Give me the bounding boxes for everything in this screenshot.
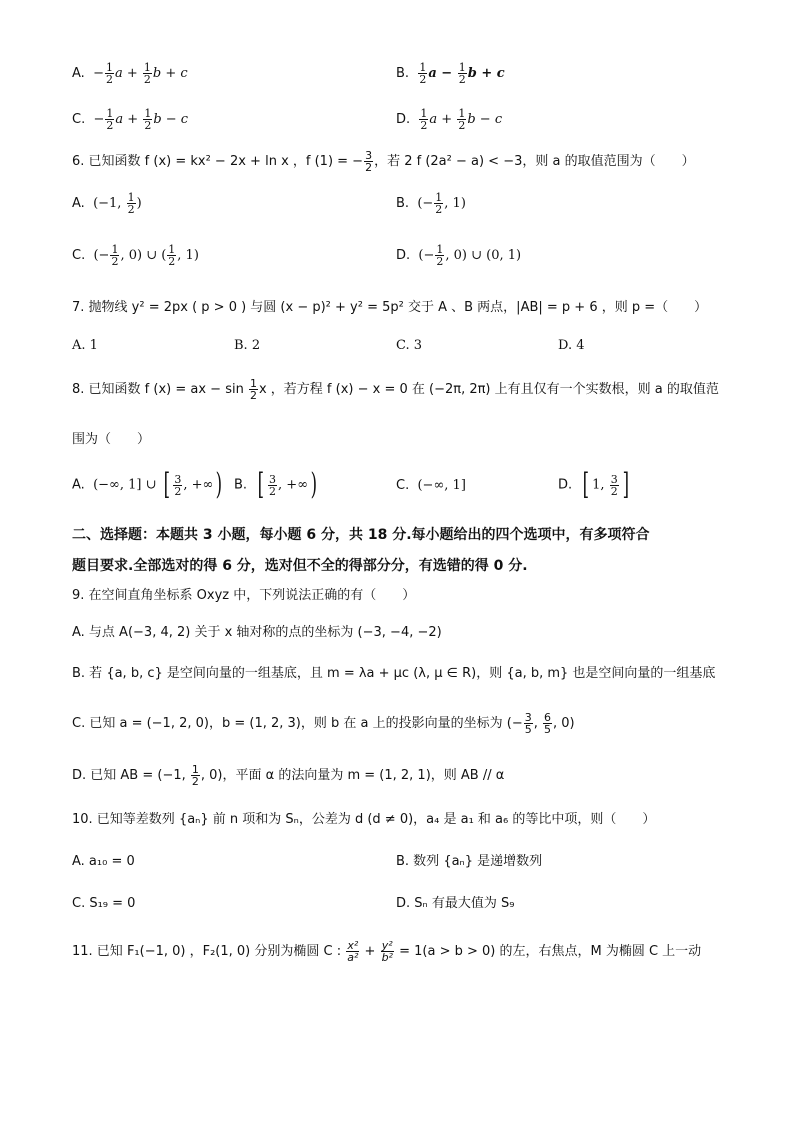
text: − bbox=[93, 112, 105, 127]
text: b + c bbox=[467, 66, 505, 81]
q5-option-b bbox=[396, 62, 505, 85]
right-paren: ) bbox=[310, 467, 318, 502]
numerator: 1 bbox=[143, 61, 151, 74]
fraction bbox=[524, 712, 533, 735]
q7-option-b: B. 2 bbox=[234, 338, 261, 353]
fraction bbox=[191, 764, 200, 787]
denominator: 2 bbox=[610, 484, 618, 498]
text: b − c bbox=[153, 112, 189, 127]
numerator: 1 bbox=[436, 243, 444, 256]
denominator: 2 bbox=[105, 73, 113, 86]
denominator: 2 bbox=[174, 484, 182, 498]
numerator: 1 bbox=[111, 243, 119, 256]
q10-option-a: A. a₁₀ = 0 bbox=[72, 854, 135, 869]
option-label: C. bbox=[72, 248, 86, 263]
q8-stem-cont: 围为（ ） bbox=[72, 432, 151, 447]
text: , 0)，平面 α 的法向量为 m = (1, 2, 1)，则 AB // α bbox=[200, 768, 505, 783]
option-label: D. bbox=[396, 112, 411, 127]
q7-option-a: A. 1 bbox=[72, 338, 98, 353]
denominator: 2 bbox=[458, 73, 466, 86]
denominator: 5 bbox=[543, 723, 551, 736]
q10-option-d: D. Sₙ 有最大值为 S₉ bbox=[396, 896, 515, 911]
denominator: 2 bbox=[144, 119, 152, 132]
text: 6. 已知函数 f (x) = kx² − 2x + ln x ，f (1) = − bbox=[72, 154, 364, 169]
text: , +∞ bbox=[278, 477, 309, 493]
text: 8. 已知函数 f (x) = ax − sin bbox=[72, 382, 248, 397]
numerator: 1 bbox=[249, 377, 257, 390]
numerator: 1 bbox=[168, 243, 176, 256]
text: (−∞, 1] ∪ bbox=[93, 477, 161, 493]
fraction bbox=[167, 244, 176, 267]
text: ，若 2 f (2a² − a) < −3，则 a 的取值范围为（ ） bbox=[374, 154, 695, 169]
q9-option-c bbox=[72, 712, 575, 735]
denominator: b² bbox=[381, 951, 393, 964]
denominator: 2 bbox=[127, 203, 135, 216]
denominator: 2 bbox=[365, 161, 373, 174]
fraction bbox=[268, 474, 277, 497]
text: ) bbox=[136, 196, 142, 211]
section-heading-line1: 二、选择题：本题共 3 小题，每小题 6 分，共 18 分.每小题给出的四个选项中，有多项符合 bbox=[72, 527, 650, 543]
fraction bbox=[610, 474, 619, 497]
section-heading-line2: 题目要求.全部选对的得 6 分，选对但不全的得部分分，有选错的得 0 分. bbox=[72, 558, 528, 574]
numerator: 1 bbox=[191, 763, 199, 776]
option-label: C. bbox=[396, 478, 410, 493]
q6-stem bbox=[72, 150, 695, 173]
q6-option-a bbox=[72, 192, 142, 215]
text: (−1, bbox=[93, 196, 126, 211]
numerator: 3 bbox=[174, 472, 182, 486]
fraction bbox=[173, 474, 182, 497]
fraction bbox=[105, 108, 114, 131]
q8-stem bbox=[72, 378, 719, 401]
fraction bbox=[127, 192, 136, 215]
numerator: 1 bbox=[106, 107, 114, 120]
option-label: D. bbox=[396, 248, 411, 263]
denominator: 5 bbox=[524, 723, 532, 736]
numerator: 1 bbox=[458, 107, 466, 120]
q7-option-c: C. 3 bbox=[396, 338, 423, 353]
numerator: 1 bbox=[144, 107, 152, 120]
numerator: 1 bbox=[458, 61, 466, 74]
q6-option-b bbox=[396, 192, 466, 215]
option-label: C. bbox=[72, 112, 86, 127]
text: b − c bbox=[467, 112, 503, 127]
left-bracket: [ bbox=[163, 467, 170, 502]
fraction bbox=[143, 62, 152, 85]
numerator: 3 bbox=[524, 711, 532, 724]
q6-option-c bbox=[72, 244, 199, 267]
option-label: A. bbox=[72, 477, 85, 493]
text: , 1) bbox=[177, 248, 199, 263]
numerator: 1 bbox=[420, 107, 428, 120]
option-label: B. bbox=[396, 66, 410, 81]
denominator: 2 bbox=[106, 119, 114, 132]
text: 1, bbox=[592, 477, 609, 493]
fraction bbox=[249, 378, 258, 401]
q8-option-c bbox=[396, 478, 466, 494]
denominator: 2 bbox=[168, 255, 176, 268]
q6-option-d bbox=[396, 244, 521, 267]
text: − bbox=[93, 66, 104, 81]
text: , 0) bbox=[552, 716, 575, 731]
text: , 0) ∪ (0, 1) bbox=[445, 248, 522, 263]
numerator: 1 bbox=[419, 61, 427, 74]
q10-option-b: B. 数列 {aₙ} 是递增数列 bbox=[396, 854, 543, 869]
denominator: 2 bbox=[420, 119, 428, 132]
numerator: x² bbox=[347, 939, 359, 952]
denominator: 2 bbox=[419, 73, 427, 86]
text: , bbox=[533, 716, 542, 731]
text: (− bbox=[418, 248, 435, 263]
text: C. 已知 a = (−1, 2, 0)，b = (1, 2, 3)，则 b 在 a 上的投影向量的坐标为 (− bbox=[72, 716, 523, 731]
fraction bbox=[346, 940, 359, 963]
q5-option-a bbox=[72, 62, 188, 85]
q9-stem: 9. 在空间直角坐标系 Oxyz 中，下列说法正确的有（ ） bbox=[72, 588, 416, 603]
text: a + bbox=[114, 66, 142, 81]
q8-option-a bbox=[72, 467, 225, 502]
right-paren: ) bbox=[215, 467, 223, 502]
numerator: 1 bbox=[435, 191, 443, 204]
text: D. 已知 AB = (−1, bbox=[72, 768, 190, 783]
fraction bbox=[381, 940, 394, 963]
denominator: 2 bbox=[249, 389, 257, 402]
text: , 1) bbox=[444, 196, 466, 211]
text: a + bbox=[429, 112, 457, 127]
q5-option-c bbox=[72, 108, 188, 131]
denominator: 2 bbox=[269, 484, 277, 498]
q9-option-d bbox=[72, 764, 504, 787]
fraction bbox=[434, 192, 443, 215]
option-label: A. bbox=[72, 196, 85, 211]
q11-stem bbox=[72, 940, 701, 963]
text: = 1(a > b > 0) 的左，右焦点，M 为椭圆 C 上一动 bbox=[394, 944, 702, 959]
numerator: 1 bbox=[105, 61, 113, 74]
fraction bbox=[143, 108, 152, 131]
fraction bbox=[435, 244, 444, 267]
numerator: 6 bbox=[543, 711, 551, 724]
right-bracket: ] bbox=[622, 467, 629, 502]
text: , +∞ bbox=[183, 477, 214, 493]
q9-option-a: A. 与点 A(−3, 4, 2) 关于 x 轴对称的点的坐标为 (−3, −4, −2) bbox=[72, 625, 442, 640]
option-label: B. bbox=[396, 196, 410, 211]
denominator: 2 bbox=[458, 119, 466, 132]
denominator: a² bbox=[347, 951, 359, 964]
denominator: 2 bbox=[143, 73, 151, 86]
numerator: 3 bbox=[269, 472, 277, 486]
q9-option-b: B. 若 {a, b, c} 是空间向量的一组基底，且 m = λa + μc (λ, μ ∈ R)，则 {a, b, m} 也是空间向量的一组基底 bbox=[72, 666, 716, 681]
fraction bbox=[457, 108, 466, 131]
text: , 0) ∪ ( bbox=[120, 248, 167, 263]
text: (− bbox=[417, 196, 434, 211]
left-bracket: [ bbox=[583, 467, 590, 502]
q7-option-d: D. 4 bbox=[558, 338, 585, 353]
option-label: B. bbox=[234, 477, 248, 493]
text: b + c bbox=[152, 66, 188, 81]
numerator: 1 bbox=[127, 191, 135, 204]
text: a − bbox=[428, 66, 457, 81]
fraction bbox=[419, 108, 428, 131]
fraction bbox=[543, 712, 552, 735]
left-bracket: [ bbox=[257, 467, 265, 502]
text: + bbox=[360, 944, 380, 959]
q10-option-c: C. S₁₉ = 0 bbox=[72, 896, 136, 911]
text: (−∞, 1] bbox=[417, 478, 466, 493]
numerator: y² bbox=[381, 939, 393, 952]
q10-stem: 10. 已知等差数列 {aₙ} 前 n 项和为 Sₙ，公差为 d (d ≠ 0)，a₄ 是 a₁ 和 a₆ 的等比中项，则（ ） bbox=[72, 812, 656, 827]
text: (− bbox=[93, 248, 110, 263]
numerator: 3 bbox=[610, 472, 618, 486]
option-label: A. bbox=[72, 66, 85, 81]
q8-option-d bbox=[558, 467, 631, 502]
fraction bbox=[364, 150, 373, 173]
text: 11. 已知 F₁(−1, 0) ，F₂(1, 0) 分别为椭圆 C : bbox=[72, 944, 346, 959]
fraction bbox=[110, 244, 119, 267]
denominator: 2 bbox=[436, 255, 444, 268]
denominator: 2 bbox=[435, 203, 443, 216]
option-label: D. bbox=[558, 477, 573, 493]
q5-option-d bbox=[396, 108, 502, 131]
fraction bbox=[458, 62, 467, 85]
q8-option-b bbox=[234, 467, 320, 502]
fraction bbox=[105, 62, 114, 85]
text: a + bbox=[115, 112, 143, 127]
denominator: 2 bbox=[111, 255, 119, 268]
q7-stem: 7. 抛物线 y² = 2px ( p > 0 ) 与圆 (x − p)² + y² = 5p² 交于 A 、B 两点，|AB| = p + 6 ，则 p =（ ） bbox=[72, 300, 708, 315]
denominator: 2 bbox=[191, 775, 199, 788]
fraction bbox=[418, 62, 427, 85]
text: x ，若方程 f (x) − x = 0 在 (−2π, 2π) 上有且仅有一个实数根，则 a 的取值范 bbox=[258, 382, 719, 397]
numerator: 3 bbox=[365, 149, 373, 162]
